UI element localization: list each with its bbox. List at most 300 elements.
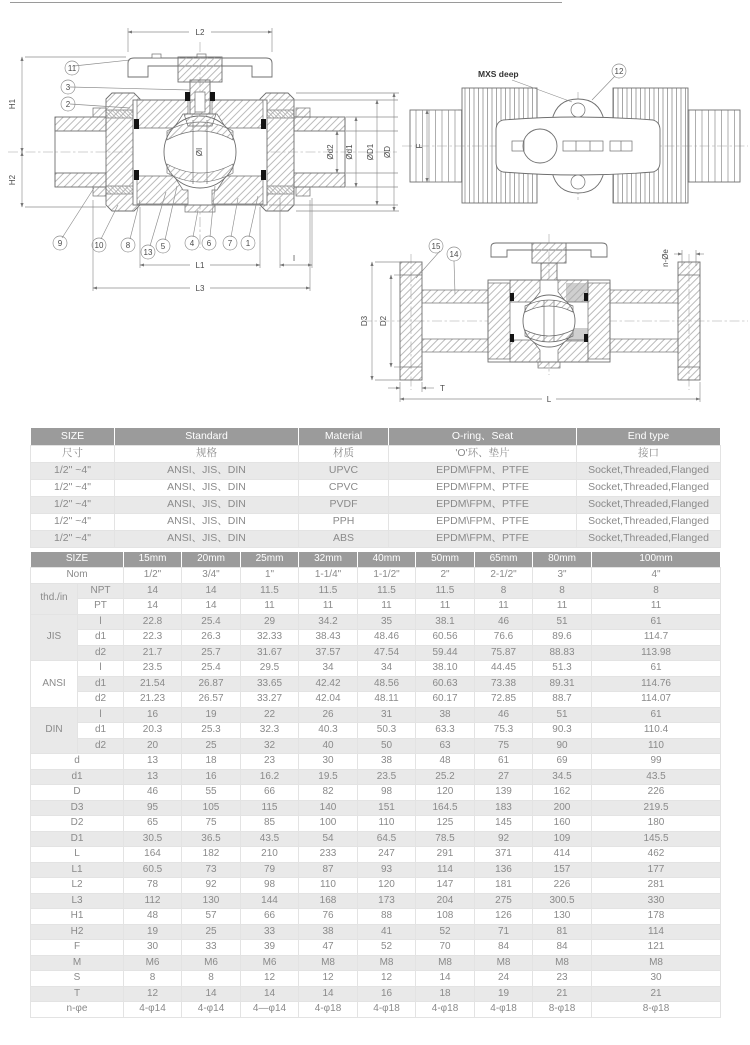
cell: 26 (299, 707, 358, 723)
cell: ANSI、JIS、DIN (115, 531, 299, 548)
row-label: d2 (78, 692, 124, 708)
cell: 120 (416, 785, 475, 801)
cell: Socket,Threaded,Flanged (577, 497, 721, 514)
column-header: 80mm (533, 552, 592, 568)
svg-text:4: 4 (189, 239, 195, 248)
cell: 30 (592, 971, 721, 987)
cell: 1/2" ~4" (31, 463, 115, 480)
cell: 92 (182, 878, 241, 894)
cell: 19.5 (299, 769, 358, 785)
cell: 112 (124, 893, 182, 909)
svg-text:11: 11 (67, 64, 77, 73)
pipe-stub-right (688, 110, 740, 182)
cell: 2-1/2" (475, 568, 533, 584)
cell: 12 (299, 971, 358, 987)
table-subheader-row (31, 446, 721, 463)
row-group-label: DIN (31, 707, 78, 754)
cell: 33.27 (241, 692, 299, 708)
table-row (31, 909, 721, 925)
cell: 12 (124, 986, 182, 1002)
column-header: End type (577, 428, 721, 446)
cell: 22.3 (124, 630, 182, 646)
cell: EPDM\FPM、PTFE (389, 497, 577, 514)
cell: 32.3 (241, 723, 299, 739)
cell: 47.54 (358, 645, 416, 661)
table-header-row (31, 428, 721, 446)
dim-label-l2: L2 (195, 28, 205, 37)
cell: M8 (358, 955, 416, 971)
cell: 47 (299, 940, 358, 956)
cell: 60.63 (416, 676, 475, 692)
cell: 98 (358, 785, 416, 801)
cell: 182 (182, 847, 241, 863)
dim-label-bore: ØI (195, 147, 204, 157)
cell: 48 (124, 909, 182, 925)
svg-text:1: 1 (245, 239, 251, 248)
cell: 4-φ18 (475, 1002, 533, 1018)
callout-9 (53, 188, 94, 250)
cell: UPVC (299, 463, 389, 480)
table-row (31, 785, 721, 801)
row-group-label: JIS (31, 614, 78, 661)
cell: 84 (475, 940, 533, 956)
dim-label-f: F (415, 143, 424, 149)
row-label: d2 (78, 738, 124, 754)
cell: 78 (124, 878, 182, 894)
column-subheader: 材质 (299, 446, 389, 463)
cell: 19 (124, 924, 182, 940)
cell: 14 (182, 599, 241, 615)
dim-label-l3: L3 (195, 284, 205, 293)
callout-3 (61, 80, 190, 94)
table-row (31, 676, 721, 692)
row-label: d1 (78, 630, 124, 646)
cell: 52 (416, 924, 475, 940)
cell: 226 (533, 878, 592, 894)
row-label: Nom (31, 568, 124, 584)
cell: 168 (299, 893, 358, 909)
cell: 73.38 (475, 676, 533, 692)
cell: 11 (533, 599, 592, 615)
cell: 11 (241, 599, 299, 615)
cell: EPDM\FPM、PTFE (389, 463, 577, 480)
cell: 66 (241, 785, 299, 801)
row-group-label: ANSI (31, 661, 78, 708)
cell: 110 (358, 816, 416, 832)
diagram-ball-valve-section (0, 0, 400, 310)
column-subheader: 尺寸 (31, 446, 115, 463)
cell: 52 (358, 940, 416, 956)
cell: 25 (182, 924, 241, 940)
cell: M8 (416, 955, 475, 971)
cell: 25.3 (182, 723, 241, 739)
column-header: O-ring、Seat (389, 428, 577, 446)
cell: 114 (592, 924, 721, 940)
diagram-ball-valve-flanged (360, 230, 750, 410)
table-row (31, 514, 721, 531)
o-ring-seal (261, 170, 266, 180)
cell: 21.7 (124, 645, 182, 661)
flanged-valve (400, 243, 700, 380)
cell: 30 (299, 754, 358, 770)
cell: 99 (592, 754, 721, 770)
cell: PPH (299, 514, 389, 531)
cell: 144 (241, 893, 299, 909)
cell: 291 (416, 847, 475, 863)
cell: 145.5 (592, 831, 721, 847)
row-label: L2 (31, 878, 124, 894)
table-row (31, 723, 721, 739)
cell: 4-φ14 (124, 1002, 182, 1018)
column-header: Standard (115, 428, 299, 446)
cell: 8 (182, 971, 241, 987)
cell: 85 (241, 816, 299, 832)
cell: 8-φ18 (592, 1002, 721, 1018)
cell: 48 (416, 754, 475, 770)
cell: 281 (592, 878, 721, 894)
cell: 51 (533, 707, 592, 723)
cell: 75 (182, 816, 241, 832)
cell: 63.3 (416, 723, 475, 739)
cell: 27 (475, 769, 533, 785)
cell: 247 (358, 847, 416, 863)
column-header: 50mm (416, 552, 475, 568)
cell: 14 (299, 986, 358, 1002)
cell: 16 (124, 707, 182, 723)
table-row (31, 738, 721, 754)
cell: 18 (416, 986, 475, 1002)
cell: 14 (124, 583, 182, 599)
column-header: 100mm (592, 552, 721, 568)
svg-text:10: 10 (94, 241, 104, 250)
cell: M8 (475, 955, 533, 971)
callout-7 (223, 198, 238, 250)
row-label: NPT (78, 583, 124, 599)
cell: 1/2" ~4" (31, 497, 115, 514)
callout-11 (65, 60, 130, 75)
dim-label-od1: Ød1 (345, 144, 354, 160)
cell: 61 (592, 661, 721, 677)
flange-left (400, 262, 422, 380)
cell: 73 (182, 862, 241, 878)
cell: 1/2" ~4" (31, 531, 115, 548)
column-header: 15mm (124, 552, 182, 568)
cell: 121 (592, 940, 721, 956)
cell: PVDF (299, 497, 389, 514)
cell: 55 (182, 785, 241, 801)
cell: 87 (299, 862, 358, 878)
lug-hole-top (571, 103, 585, 117)
cell: 46 (124, 785, 182, 801)
cell: 4" (592, 568, 721, 584)
cell: 11.5 (241, 583, 299, 599)
table-row (31, 630, 721, 646)
cell: 40.3 (299, 723, 358, 739)
cell: 11 (416, 599, 475, 615)
flange-right (678, 262, 700, 380)
svg-text:5: 5 (160, 242, 166, 251)
cell: 14 (241, 986, 299, 1002)
table-row (31, 971, 721, 987)
table-row (31, 583, 721, 599)
cell: 23.5 (124, 661, 182, 677)
table-row (31, 831, 721, 847)
cell: 51.3 (533, 661, 592, 677)
cell: CPVC (299, 480, 389, 497)
handle-hub (178, 57, 222, 82)
o-ring-seal (134, 119, 139, 129)
o-ring-seal (134, 170, 139, 180)
cell: 46 (475, 707, 533, 723)
cell: 22.8 (124, 614, 182, 630)
cell: 109 (533, 831, 592, 847)
cell: Socket,Threaded,Flanged (577, 463, 721, 480)
cell: 4-φ18 (358, 1002, 416, 1018)
cell: 130 (533, 909, 592, 925)
cell: 71 (475, 924, 533, 940)
column-subheader: 规格 (115, 446, 299, 463)
cell: 16.2 (241, 769, 299, 785)
cell: 3/4" (182, 568, 241, 584)
cell: ANSI、JIS、DIN (115, 497, 299, 514)
cell: ANSI、JIS、DIN (115, 463, 299, 480)
cell: 25.7 (182, 645, 241, 661)
cell: 3" (533, 568, 592, 584)
spec-table-body (31, 428, 721, 548)
cell: 64.5 (358, 831, 416, 847)
cell: 114.7 (592, 630, 721, 646)
cell: 75 (475, 738, 533, 754)
cell: 93 (358, 862, 416, 878)
cell: 173 (358, 893, 416, 909)
cell: M6 (241, 955, 299, 971)
cell: 18 (182, 754, 241, 770)
cell: 23.5 (358, 769, 416, 785)
dim-label-od2: Ød2 (326, 144, 335, 160)
cell: 151 (358, 800, 416, 816)
table-row (31, 940, 721, 956)
cell: 114.07 (592, 692, 721, 708)
svg-text:7: 7 (227, 239, 233, 248)
dimension-table-body (31, 552, 721, 1018)
table-row (31, 769, 721, 785)
cell: 115 (241, 800, 299, 816)
cell: 130 (182, 893, 241, 909)
cell: 21.23 (124, 692, 182, 708)
cell: 14 (124, 599, 182, 615)
svg-text:9: 9 (57, 239, 63, 248)
row-group-label: thd./in (31, 583, 78, 614)
cell: 36.5 (182, 831, 241, 847)
cell: 42.04 (299, 692, 358, 708)
dim-label-small-l: l (293, 254, 295, 263)
cell: 4—φ14 (241, 1002, 299, 1018)
cell: 38.10 (416, 661, 475, 677)
cell: 19 (475, 986, 533, 1002)
row-label: d1 (78, 723, 124, 739)
cell: ABS (299, 531, 389, 548)
cell: 108 (416, 909, 475, 925)
row-label: l (78, 707, 124, 723)
table-row (31, 754, 721, 770)
cell: 4-φ14 (182, 1002, 241, 1018)
cell: 29 (241, 614, 299, 630)
column-header: 25mm (241, 552, 299, 568)
cell: 160 (533, 816, 592, 832)
lug-hole-bottom (571, 175, 585, 189)
row-label: L1 (31, 862, 124, 878)
cell: 60.56 (416, 630, 475, 646)
callout-10 (92, 205, 118, 252)
table-row (31, 692, 721, 708)
cell: 25.4 (182, 614, 241, 630)
cell: 12 (241, 971, 299, 987)
cell: 33 (182, 940, 241, 956)
dim-label-l: L (546, 395, 552, 404)
column-header: 65mm (475, 552, 533, 568)
cell: 65 (124, 816, 182, 832)
table-row (31, 1002, 721, 1018)
cell: 75.3 (475, 723, 533, 739)
cell: 113.98 (592, 645, 721, 661)
cell: 21 (592, 986, 721, 1002)
callout-4 (185, 210, 199, 250)
cell: 90 (533, 738, 592, 754)
cell: 114.76 (592, 676, 721, 692)
cell: 50.3 (358, 723, 416, 739)
cell: 110 (592, 738, 721, 754)
dim-label-d3: D3 (360, 315, 369, 327)
cell: 162 (533, 785, 592, 801)
cell: 136 (475, 862, 533, 878)
cell: 78.5 (416, 831, 475, 847)
cell: 88.83 (533, 645, 592, 661)
cell: 180 (592, 816, 721, 832)
cell: 12 (358, 971, 416, 987)
dim-label-h2: H2 (8, 174, 17, 186)
cell: 330 (592, 893, 721, 909)
cell: 75.87 (475, 645, 533, 661)
cell: 66 (241, 909, 299, 925)
cell: 60.17 (416, 692, 475, 708)
cell: 95 (124, 800, 182, 816)
cell: 200 (533, 800, 592, 816)
column-header: SIZE (31, 428, 115, 446)
dim-label-oD1: ØD1 (366, 143, 375, 161)
cell: 183 (475, 800, 533, 816)
cell: 32 (241, 738, 299, 754)
cell: 16 (358, 986, 416, 1002)
cell: 23 (241, 754, 299, 770)
cell: 30.5 (124, 831, 182, 847)
cell: 26.87 (182, 676, 241, 692)
column-header: 32mm (299, 552, 358, 568)
stem-seal (185, 92, 190, 101)
cell: 25 (182, 738, 241, 754)
cell: 37.57 (299, 645, 358, 661)
cell: ANSI、JIS、DIN (115, 514, 299, 531)
cell: 20.3 (124, 723, 182, 739)
cell: 1-1/2" (358, 568, 416, 584)
cell: 84 (533, 940, 592, 956)
cell: 11 (475, 599, 533, 615)
cell: 126 (475, 909, 533, 925)
table-row (31, 862, 721, 878)
cell: EPDM\FPM、PTFE (389, 531, 577, 548)
cell: 57 (182, 909, 241, 925)
cell: 371 (475, 847, 533, 863)
cell: 92 (475, 831, 533, 847)
cell: 4-φ18 (299, 1002, 358, 1018)
cell: 69 (533, 754, 592, 770)
cell: 82 (299, 785, 358, 801)
cell: 88 (358, 909, 416, 925)
cell: 11 (358, 599, 416, 615)
cell: 23 (533, 971, 592, 987)
row-label: l (78, 661, 124, 677)
cell: 20 (124, 738, 182, 754)
cell: 51 (533, 614, 592, 630)
row-label: d (31, 754, 124, 770)
cell: 11.5 (358, 583, 416, 599)
cell: 34 (358, 661, 416, 677)
cell: 35 (358, 614, 416, 630)
row-label: d1 (78, 676, 124, 692)
row-label: n-φe (31, 1002, 124, 1018)
table-row (31, 707, 721, 723)
svg-text:6: 6 (206, 239, 212, 248)
table-row (31, 800, 721, 816)
cell: 40 (299, 738, 358, 754)
cell: 61 (592, 707, 721, 723)
cell: 38 (416, 707, 475, 723)
row-label: S (31, 971, 124, 987)
cell: 100 (299, 816, 358, 832)
cell: 19 (182, 707, 241, 723)
cell: 8-φ18 (533, 1002, 592, 1018)
cell: 114 (416, 862, 475, 878)
cell: 31 (358, 707, 416, 723)
cell: 21 (533, 986, 592, 1002)
table-row (31, 661, 721, 677)
cell: 1/2" ~4" (31, 514, 115, 531)
table-row (31, 893, 721, 909)
cell: 90.3 (533, 723, 592, 739)
cell: 147 (416, 878, 475, 894)
cell: 120 (358, 878, 416, 894)
column-subheader: 接口 (577, 446, 721, 463)
cell: EPDM\FPM、PTFE (389, 480, 577, 497)
cell: 300.5 (533, 893, 592, 909)
cell: 11 (299, 599, 358, 615)
cell: 2" (416, 568, 475, 584)
cell: M6 (124, 955, 182, 971)
row-label: PT (78, 599, 124, 615)
cell: 233 (299, 847, 358, 863)
cell: 76.6 (475, 630, 533, 646)
cell: 4-φ18 (416, 1002, 475, 1018)
cell: 157 (533, 862, 592, 878)
o-ring-seal (261, 119, 266, 129)
cell: 54 (299, 831, 358, 847)
cell: 63 (416, 738, 475, 754)
cell: Socket,Threaded,Flanged (577, 531, 721, 548)
cell: 204 (416, 893, 475, 909)
row-label: H1 (31, 909, 124, 925)
row-label: D3 (31, 800, 124, 816)
cell: 48.11 (358, 692, 416, 708)
cell: 43.5 (592, 769, 721, 785)
